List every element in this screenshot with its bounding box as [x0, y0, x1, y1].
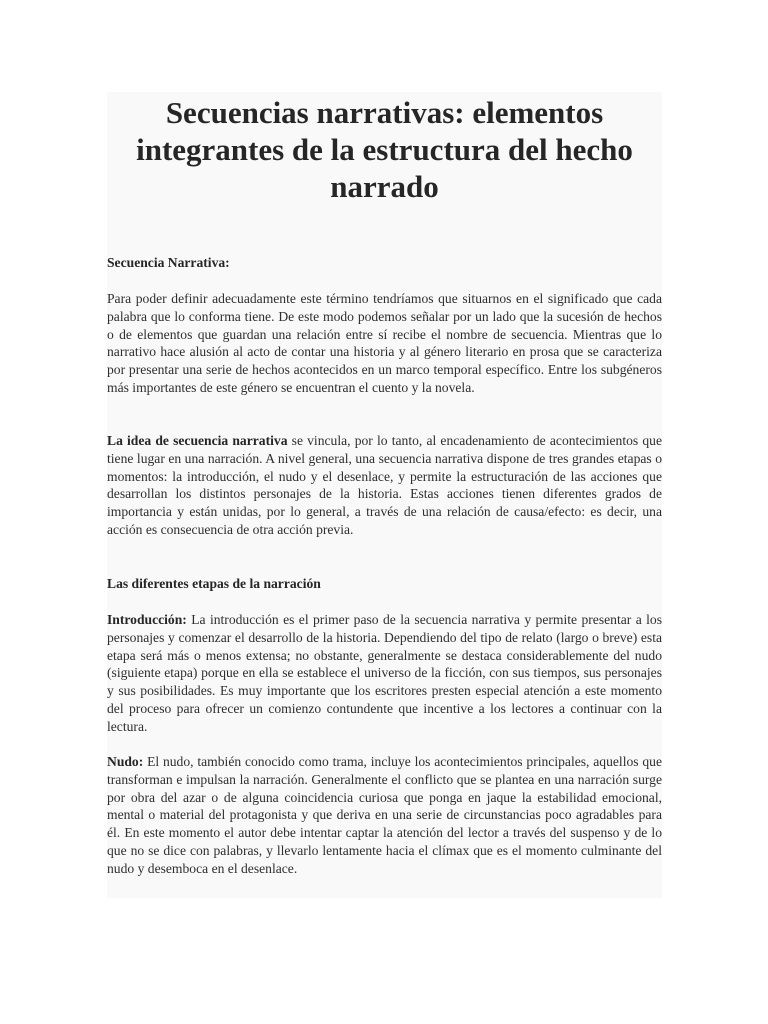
paragraph-nudo-lead: Nudo:	[107, 754, 144, 769]
section-heading-etapas: Las diferentes etapas de la narración	[107, 576, 321, 591]
paragraph-definicion: Para poder definir adecuadamente este término tendríamos que situarnos en el significado que cada palabra que lo conforma tiene. De este modo podemos señalar por un lado que la sucesión de hechos o de elementos que guardan una relación entre sí recibe el nombre de secuencia. Mientras que lo narrativo hace alusión al acto de contar una historia y al género literario en prosa que se caracteriza por presentar una serie de hechos acontecidos en un marco temporal específico. Entre los subgéneros más importantes de este género se encuentran el cuento y la novela.	[107, 291, 662, 395]
paragraph-idea-secuencia	[107, 432, 662, 539]
paragraph-introduccion-body: La introducción es el primer paso de la secuencia narrativa y permite presentar a los personajes y comenzar el desarrollo de la historia. Dependiendo del tipo de relato (largo o breve) esta etapa será más o menos extensa; no obstante, generalmente se destaca considerablemente del nudo (siguiente etapa) porque en ella se establece el universo de la ficción, con sus tiempos, sus personajes y sus posibilidades. Es muy importante que los escritores presten especial atención a este momento del proceso para ofrecer un comienzo contundente que incentive a los lectores a continuar con la lectura.	[107, 612, 662, 734]
document-title: Secuencias narrativas: elementos integrantes de la estructura del hecho narrado	[136, 95, 633, 204]
paragraph-nudo-body: El nudo, también conocido como trama, incluye los acontecimientos principales, aquellos que transforman e impulsan la narración. Generalmente el conflicto que se plantea en una narración surge por obra del azar o de alguna coincidencia curiosa que ponga en jaque la estabilidad emocional, mental o material del protagonista y que deriva en una serie de circunstancias poco agradables para él. En este momento el autor debe intentar captar la atención del lector a través del suspenso y de lo que no se dice con palabras, y llevarlo lentamente hacia el clímax que es el momento culminante del nudo y desemboca en el desenlace.	[107, 754, 662, 876]
section-heading-secuencia-narrativa: Secuencia Narrativa:	[107, 255, 230, 270]
paragraph-introduccion-lead: Introducción:	[107, 612, 187, 627]
paragraph-introduccion	[107, 611, 662, 736]
document-page	[107, 92, 662, 898]
paragraph-nudo	[107, 753, 662, 878]
paragraph-idea-secuencia-lead: La idea de secuencia narrativa	[107, 433, 288, 448]
paragraph-idea-secuencia-body: se vincula, por lo tanto, al encadenamiento de acontecimientos que tiene lugar en una narración. A nivel general, una secuencia narrativa dispone de tres grandes etapas o momentos: la introducción, el nudo y el desenlace, y permite la estructuración de las acciones que desarrollan los distintos personajes de la historia. Estas acciones tienen diferentes grados de importancia y están unidas, por lo general, a través de una relación de causa/efecto: es decir, una acción es consecuencia de otra acción previa.	[107, 433, 662, 537]
